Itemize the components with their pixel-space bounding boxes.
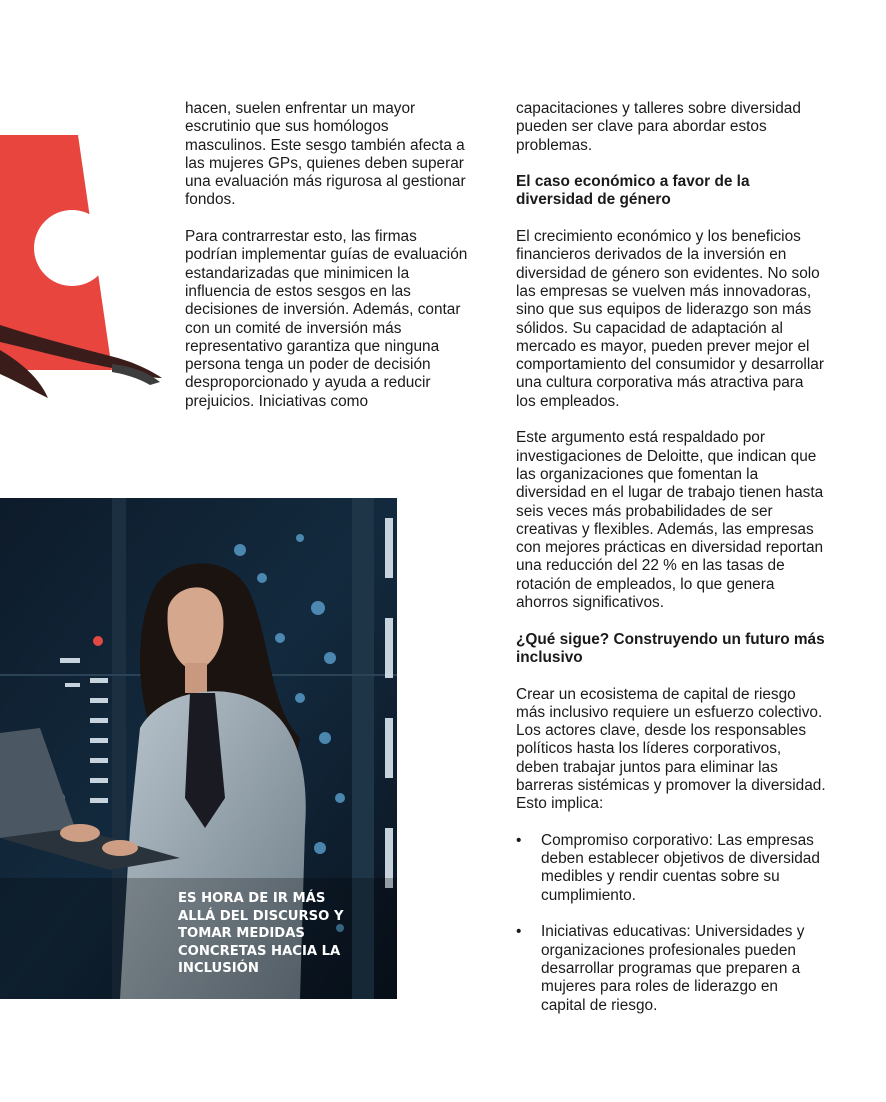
section-heading-economic-case: El caso económico a favor de la diversidad de género bbox=[516, 173, 750, 209]
bullet-item-educational-initiatives bbox=[516, 923, 826, 1014]
right-intro-paragraph: capacitaciones y talleres sobre diversidad pueden ser clave para abordar estos problemas. bbox=[516, 100, 801, 154]
bullet-icon: • bbox=[516, 923, 522, 941]
left-paragraph-2: Para contrarrestar esto, las firmas podrían implementar guías de evaluación estandarizadas que minimicen la influencia de estos sesgos en las decisiones de inversión. Además, contar con un comité de inversión más representativo garantiza que ninguna persona tenga un poder de decisión desproporcionado y ayuda a reducir prejuicios. Iniciativas como bbox=[185, 228, 468, 410]
economic-case-paragraph-2: Este argumento está respaldado por investigaciones de Deloitte, que indican que las organizaciones que fomentan la diversidad en el lugar de trabajo tienen hasta seis veces más probabilidades de ser creativas y flexibles. Además, las empresas con mejores prácticas en diversidad reportan una reducción del 22 % en las tasas de rotación de empleados, lo que genera ahorros significativos. bbox=[516, 429, 824, 612]
action-bullet-list bbox=[516, 832, 826, 1015]
decorative-red-shape bbox=[0, 120, 170, 410]
bullet-text: Iniciativas educativas: Universidades y organizaciones profesionales pueden desarrollar programas que preparen a mujeres para roles de liderazgo en capital de riesgo. bbox=[541, 923, 805, 1014]
bullet-text: Compromiso corporativo: Las empresas deben establecer objetivos de diversidad medibles y rendir cuentas sobre su cumplimiento. bbox=[541, 831, 820, 904]
whats-next-paragraph: Crear un ecosistema de capital de riesgo más inclusivo requiere un esfuerzo colectivo. Los actores clave, desde los responsables políticos hasta los líderes corporativos, deben trabajar juntos para eliminar las barreras sistémicas y promover la diversidad. Esto implica: bbox=[516, 685, 826, 813]
bullet-item-corporate-commitment bbox=[516, 832, 826, 905]
right-text-column bbox=[516, 100, 826, 1033]
bullet-icon: • bbox=[516, 831, 522, 849]
section-heading-whats-next: ¿Qué sigue? Construyendo un futuro más inclusivo bbox=[516, 630, 825, 666]
left-paragraph-1: hacen, suelen enfrentar un mayor escrutinio que sus homólogos masculinos. Este sesgo también afecta a las mujeres GPs, quienes deben superar una evaluación más rigurosa al gestionar fondos. bbox=[185, 100, 466, 209]
left-text-column bbox=[185, 100, 470, 429]
photo-woman-with-laptop bbox=[0, 498, 397, 999]
economic-case-paragraph-1: El crecimiento económico y los beneficios financieros derivados de la inversión en diversidad de género son evidentes. No solo las empresas se vuelven más innovadoras, sino que sus equipos de liderazgo son más sólidos. Su capacidad de adaptación al mercado es mayor, pueden prever mejor el comportamiento del consumidor y desarrollar una cultura corporativa más atractiva para los empleados. bbox=[516, 228, 824, 410]
photo-caption: ES HORA DE IR MÁS ALLÁ DEL DISCURSO Y TOMAR MEDIDAS CONCRETAS HACIA LA INCLUSIÓN bbox=[178, 891, 344, 977]
